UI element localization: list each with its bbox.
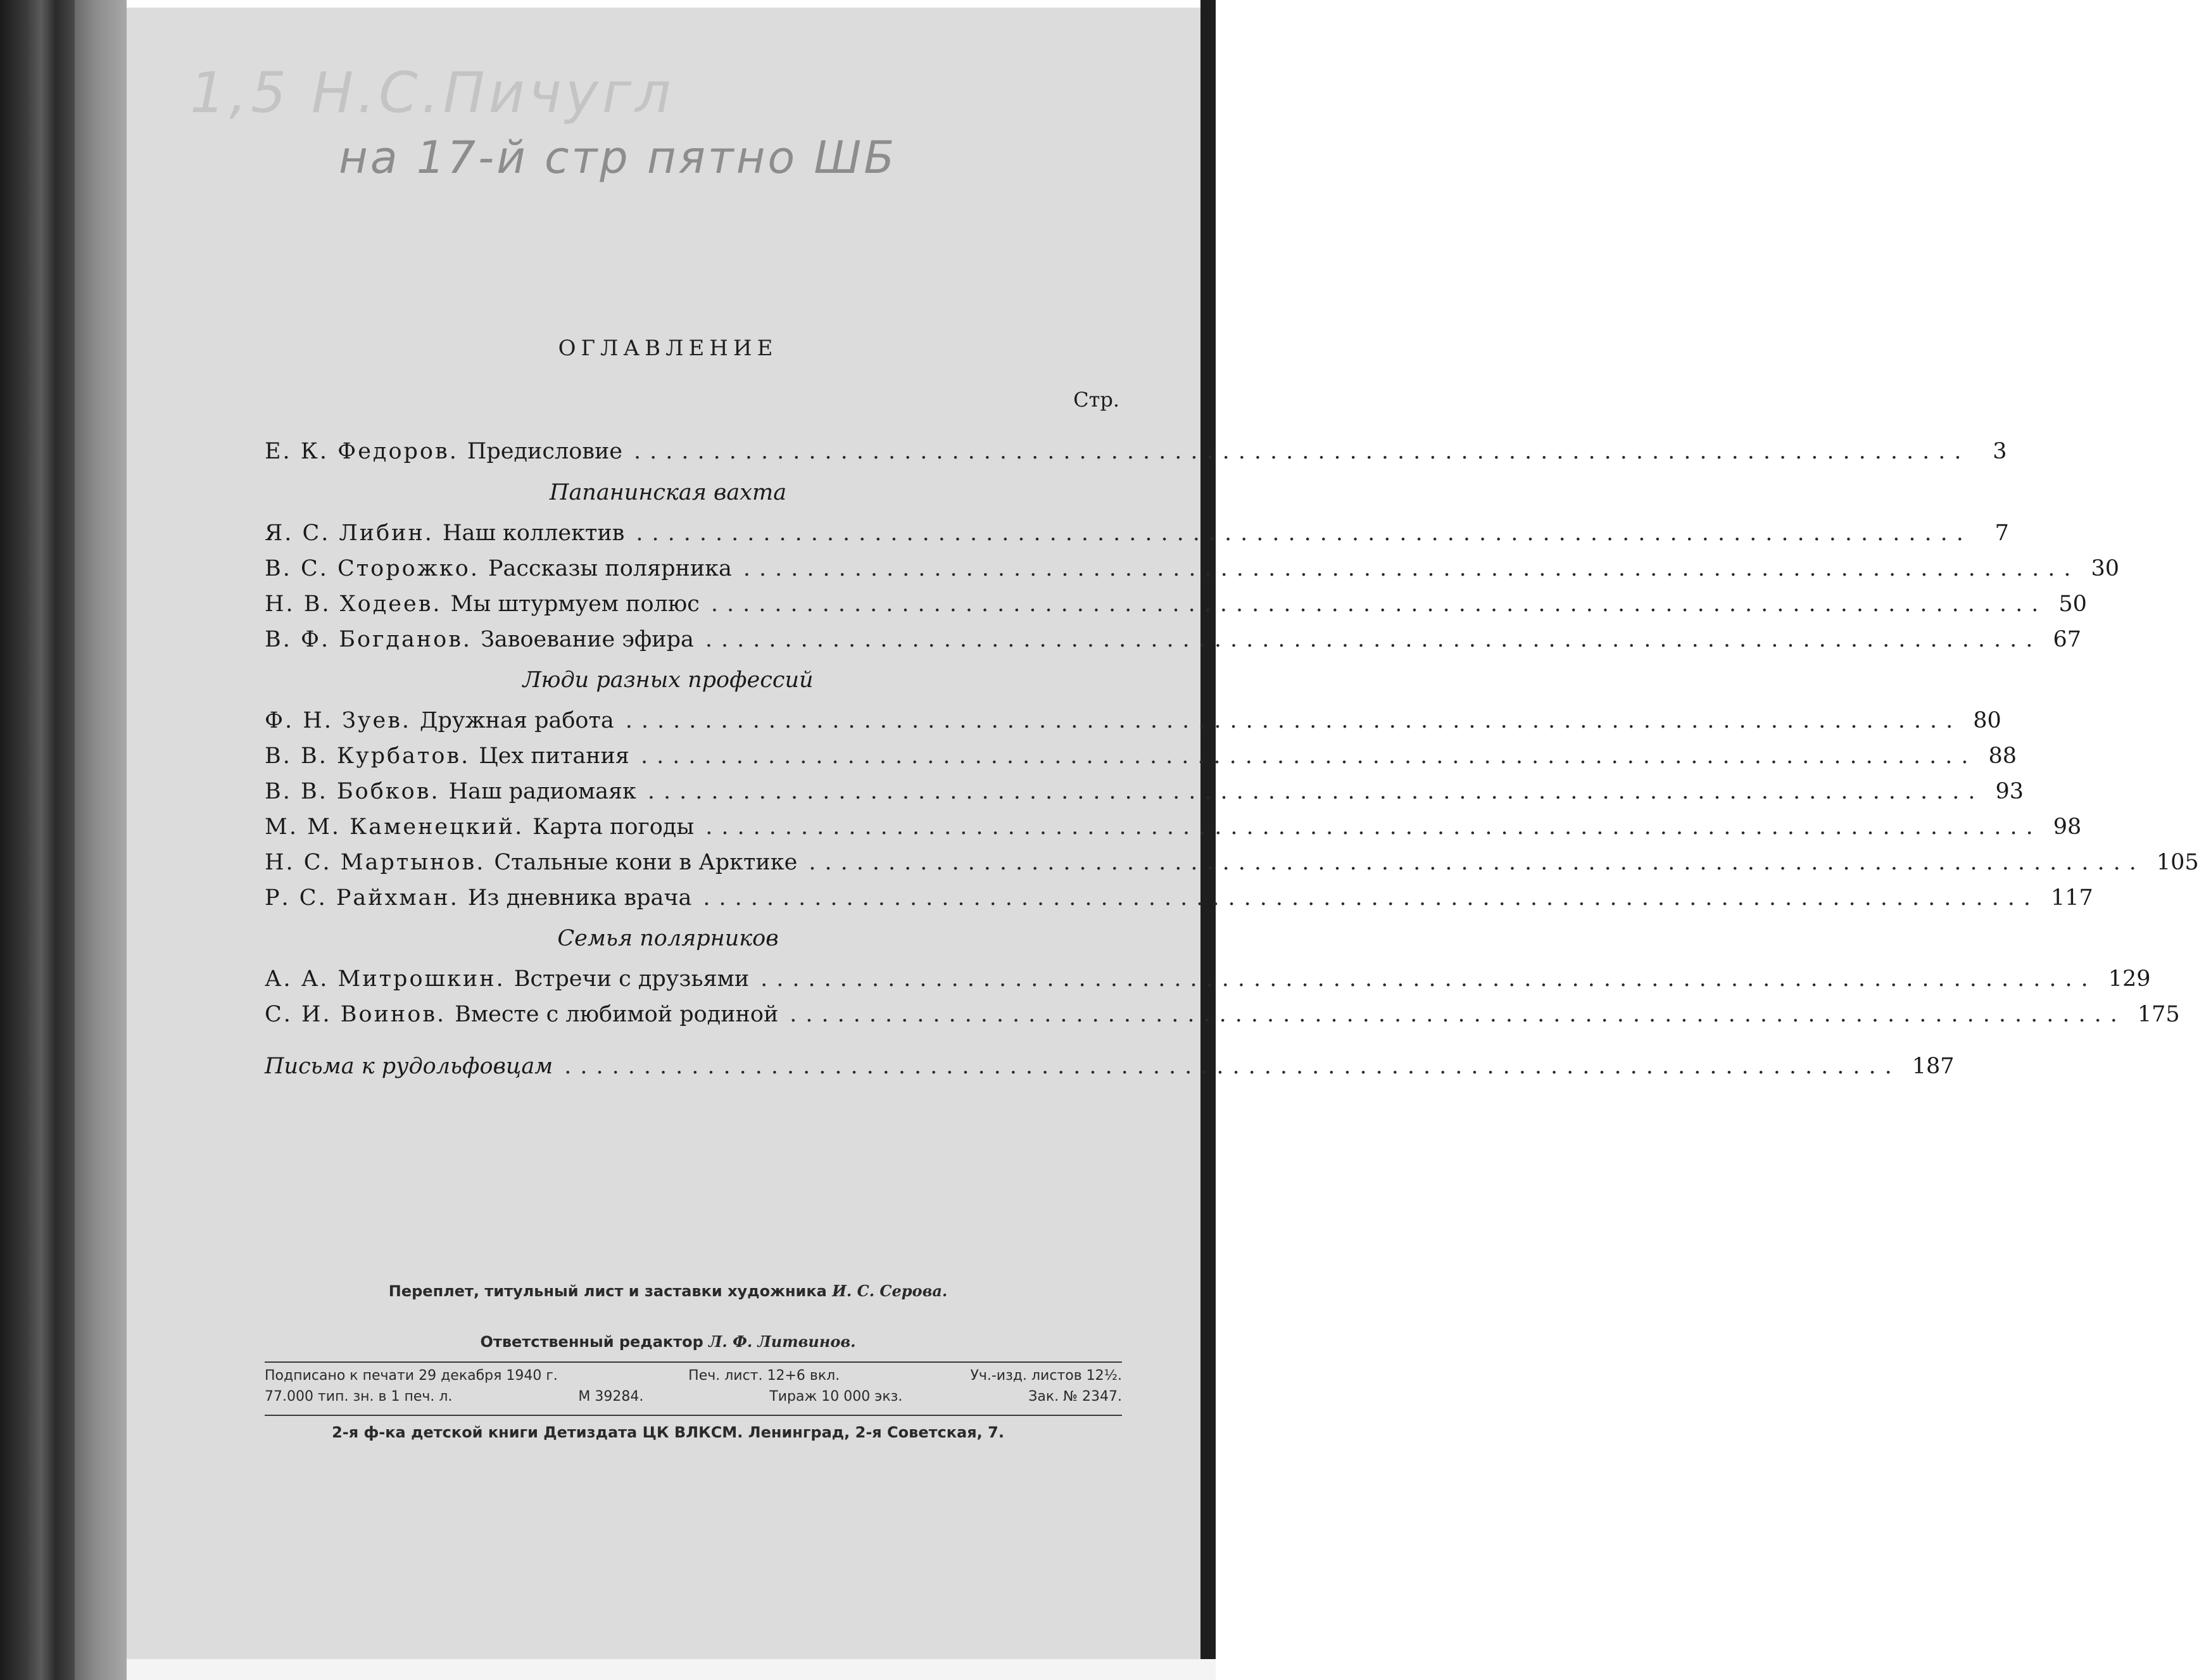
toc-author: Н. В. Ходеев.: [265, 591, 442, 617]
toc-page-number: 7: [1994, 521, 2009, 546]
editor-prefix: Ответственный редактор: [480, 1333, 703, 1351]
leader-dots: ....................................................................................: [743, 556, 2080, 581]
imprint-top-rule: [265, 1361, 1122, 1363]
imprint-characters: 77.000 тип. зн. в 1 печ. л.: [265, 1389, 453, 1405]
toc-page-number: 3: [1993, 439, 2007, 464]
toc-work: Наш радиомаяк: [448, 779, 636, 804]
toc-page-number: 117: [2050, 885, 2093, 911]
toc-entry: [265, 879, 2093, 911]
imprint-edition-sheets: Уч.-изд. листов 12½.: [970, 1368, 1122, 1384]
toc-page-number: 129: [2108, 966, 2151, 992]
toc-author: Е. К. Федоров.: [265, 439, 458, 464]
toc-page-number: 80: [1973, 708, 2001, 733]
imprint-line-1: [265, 1368, 1122, 1384]
toc-page-number: 175: [2137, 1002, 2180, 1027]
toc-page-number: 88: [1988, 743, 2017, 769]
imprint-sheets: Печ. лист. 12+6 вкл.: [688, 1368, 840, 1384]
toc-work: Вместе с любимой родиной: [455, 1002, 779, 1027]
toc-author: В. Ф. Богданов.: [265, 627, 472, 652]
toc-entry: [265, 702, 2001, 733]
leader-dots: ....................................................................................: [640, 743, 1977, 769]
imprint-print-run: Тираж 10 000 экз.: [769, 1389, 903, 1405]
toc-work: Карта погоды: [532, 814, 695, 840]
leader-dots: ....................................................................................: [647, 779, 1984, 804]
imprint-bottom-rule: [265, 1415, 1122, 1416]
toc-author: М. М. Каменецкий.: [265, 814, 524, 840]
toc-author: Н. С. Мартынов.: [265, 850, 486, 875]
handwritten-note: на 17-й стр пятно ШБ: [339, 132, 897, 184]
toc-work: Мы штурмуем полюс: [450, 591, 700, 617]
toc-work: Цех питания: [479, 743, 629, 769]
toc-work: Рассказы полярника: [488, 556, 732, 581]
toc-page-number: 105: [2156, 850, 2199, 875]
toc-author: С. И. Воинов.: [265, 1002, 446, 1027]
toc-page-number: 50: [2058, 591, 2087, 617]
leader-dots: ....................................................................................: [809, 850, 2145, 875]
toc-page-number: 30: [2091, 556, 2120, 581]
toc-author: В. В. Курбатов.: [265, 743, 470, 769]
toc-entry: [265, 621, 2081, 652]
toc-author: В. С. Сторожко.: [265, 556, 479, 581]
toc-entry: [265, 808, 2082, 840]
section-heading: Папанинская вахта: [549, 480, 787, 505]
illustrator-prefix: Переплет, титульный лист и заставки художника: [388, 1282, 827, 1300]
toc-entry-preface: [265, 433, 2007, 464]
imprint-signed: Подписано к печати 29 декабря 1940 г.: [265, 1368, 558, 1384]
toc-author: Р. С. Райхман.: [265, 885, 459, 911]
toc-work: Из дневника врача: [467, 885, 692, 911]
toc-work: Наш коллектив: [442, 521, 625, 546]
toc-work: Письма к рудольфовцам: [265, 1054, 553, 1079]
toc-entry: [265, 843, 2199, 875]
toc-author: Я. С. Либин.: [265, 521, 434, 546]
page-column-label: Стр.: [1073, 388, 1119, 412]
leader-dots: ....................................................................................: [564, 1054, 1901, 1079]
leader-dots: ....................................................................................: [703, 885, 2039, 911]
leader-dots: ....................................................................................: [634, 439, 1970, 464]
editor-credit: [0, 1332, 1216, 1351]
leader-dots: ....................................................................................: [625, 708, 1962, 733]
toc-entry: [265, 550, 2120, 581]
printer-info: 2-я ф-ка детской книги Детиздата ЦК ВЛКСМ. Ленинград, 2-я Советская, 7.: [332, 1424, 1004, 1441]
toc-work: Дружная работа: [420, 708, 614, 733]
toc-work: Стальные кони в Арктике: [494, 850, 798, 875]
toc-title: ОГЛАВЛЕНИЕ: [558, 336, 778, 361]
toc-entry: [265, 737, 2017, 769]
toc-entry: [265, 773, 2024, 804]
toc-author: Ф. Н. Зуев.: [265, 708, 412, 733]
leader-dots: ....................................................................................: [790, 1002, 2126, 1027]
handwritten-note-faded: 1,5 Н.С.Пичугл: [190, 60, 675, 125]
imprint-code: М 39284.: [578, 1389, 644, 1405]
section-heading: Люди разных профессий: [522, 667, 814, 693]
toc-work: Завоевание эфира: [481, 627, 694, 652]
leader-dots: ....................................................................................: [705, 814, 2042, 840]
toc-page-number: 93: [1995, 779, 2024, 804]
toc-entry: [265, 995, 2180, 1027]
imprint-line-2: [265, 1389, 1122, 1405]
leader-dots: ....................................................................................: [710, 591, 2048, 617]
leader-dots: ....................................................................................: [636, 521, 1972, 546]
toc-entry-letters: [265, 1047, 1955, 1079]
leader-dots: ....................................................................................: [760, 966, 2097, 992]
editor-name: Л. Ф. Литвинов.: [709, 1332, 856, 1351]
leader-dots: ....................................................................................: [705, 627, 2042, 652]
page-bottom-edge: [127, 1659, 1216, 1680]
toc-work: Встречи с друзьями: [514, 966, 750, 992]
toc-entry: [265, 585, 2087, 617]
illustrator-name: И. С. Серова.: [832, 1282, 948, 1300]
toc-author: В. В. Бобков.: [265, 779, 440, 804]
toc-work: Предисловие: [467, 439, 623, 464]
toc-author: А. А. Митрошкин.: [265, 966, 505, 992]
toc-page-number: 187: [1912, 1054, 1955, 1079]
toc-page-number: 67: [2053, 627, 2081, 652]
section-heading: Семья полярников: [557, 926, 779, 951]
toc-entry: [265, 514, 2009, 546]
imprint-order: Зак. № 2347.: [1028, 1389, 1122, 1405]
illustrator-credit: [0, 1282, 1216, 1300]
toc-page-number: 98: [2053, 814, 2082, 840]
toc-entry: [265, 960, 2151, 992]
